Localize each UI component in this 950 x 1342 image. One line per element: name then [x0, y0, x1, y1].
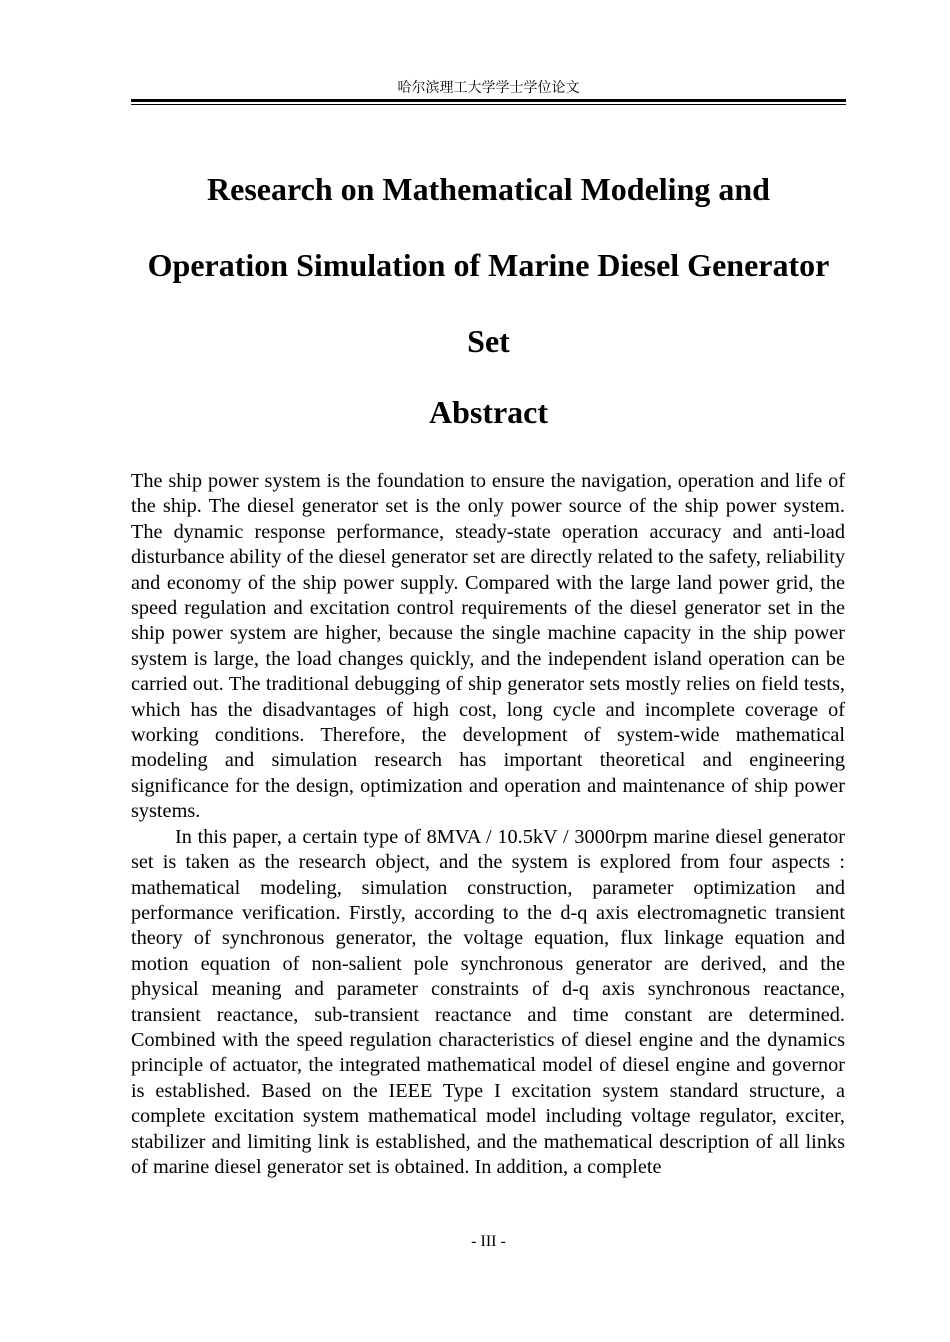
abstract-body [131, 469, 845, 1180]
thesis-title-line-2: Operation Simulation of Marine Diesel Generator [147, 247, 830, 283]
thesis-title-line-1: Research on Mathematical Modeling and [207, 171, 770, 207]
header-rule-thin [131, 104, 846, 105]
abstract-paragraph-1: The ship power system is the foundation to ensure the navigation, operation and life of the ship. The diesel generator set is the only power source of the ship power system. The dynamic response performance, steady-state operation accuracy and anti-load disturbance ability of the diesel generator set are directly related to the safety, reliability and economy of the ship power supply. Compared with the large land power grid, the speed regulation and excitation control requirements of the diesel generator set in the ship power system are higher, because the single machine capacity in the ship power system is large, the load changes quickly, and the independent island operation can be carried out. The traditional debugging of ship generator sets mostly relies on field tests, which has the disadvantages of high cost, long cycle and incomplete coverage of working conditions. Therefore, the development of system-wide mathematical modeling and simulation research has important theoretical and engineering significance for the design, optimization and operation and maintenance of ship power systems. [131, 470, 845, 823]
running-header: 哈尔滨理工大学学士学位论文 [397, 80, 580, 96]
header-rule-thick [131, 99, 846, 102]
page-number: - III - [471, 1233, 506, 1250]
thesis-title [120, 151, 857, 379]
abstract-heading: Abstract [428, 394, 549, 430]
abstract-paragraph-2: In this paper, a certain type of 8MVA / 10.5kV / 3000rpm marine diesel generator set is taken as the research object, and the system is explored from four aspects : mathematical modeling, simulation construction, parameter optimization and performance verification. Firstly, according to the d-q axis electromagnetic transient theory of synchronous generator, the voltage equation, flux linkage equation and motion equation of non-salient pole synchronous generator are derived, and the physical meaning and parameter constraints of d-q axis synchronous reactance, transient reactance, sub-transient reactance and time constant are determined. Combined with the speed regulation characteristics of diesel engine and the dynamics principle of actuator, the integrated mathematical model of diesel engine and governor is established. Based on the IEEE Type I excitation system standard structure, a complete excitation system mathematical model including voltage regulator, exciter, stabilizer and limiting link is established, and the mathematical description of all links of marine diesel generator set is obtained. In addition, a complete [131, 825, 845, 1178]
thesis-title-line-3: Set [467, 323, 510, 359]
